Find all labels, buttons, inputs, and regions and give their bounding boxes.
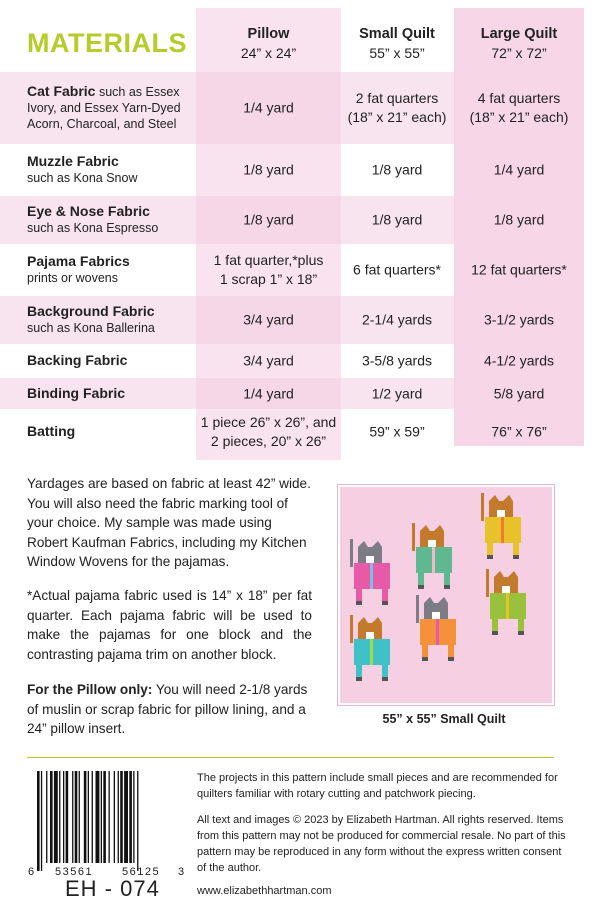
row-label-name: Background Fabric [27,303,155,319]
table-cell [341,352,453,371]
cell-text: 1/8 yard [371,211,423,228]
cell-text: (18” x 21” each) [469,109,569,125]
small-quilt-image [338,485,554,705]
cell-text: 3/4 yard [243,311,294,328]
table-cell [341,161,453,180]
row-label [27,385,125,402]
barcode-digits-right: 56125 [122,866,161,878]
table-cell [341,261,453,280]
barcode-bar [120,771,123,863]
cat-pajama-trim [436,619,439,645]
barcode-bar [96,771,100,863]
cell-text: 3/4 yard [243,352,294,369]
cats-quilt-illustration [340,487,552,703]
row-label [27,203,158,236]
barcode-bar [54,771,58,863]
cat-tail [350,539,353,567]
cat-foot [487,555,493,559]
table-cell [341,384,453,403]
barcode-bar [88,771,89,863]
cat-leg [382,589,388,603]
row-label-name: Cat Fabric [27,83,96,99]
cell-text: 1/8 yard [493,211,545,228]
small-quilt-header-size: 55” x 55” [369,45,425,61]
barcode-bar [66,771,69,863]
pattern-code: EH - 074 [65,876,160,901]
row-label [27,423,75,440]
footer-url[interactable]: www.elizabethhartman.com [197,885,332,897]
quilt-caption: 55” x 55” Small Quilt [382,712,506,726]
cat-muzzle [366,632,374,639]
cat-muzzle [497,510,505,517]
barcode-bar [114,771,115,863]
barcode-bar [118,771,119,863]
row-label-detail: such as Kona Snow [27,171,138,185]
cat-foot [444,585,450,589]
table-cell [341,89,453,127]
table-cell [454,161,584,180]
cell-text: 1/8 yard [243,211,294,228]
cat-leg [382,665,388,679]
cell-text: 4 fat quarters [477,90,561,106]
barcode-bar [133,771,134,863]
footer-copyright: All text and images © 2023 by Elizabeth Hartman. All rights reserved. Items from this pattern may not be produced for commercial resale. No part of this pattern may be reproduced in any form without the express written consent of the author. [197,814,566,874]
cat-muzzle [502,586,510,593]
barcode-bar [41,771,42,871]
cell-text: 1/8 yard [371,161,423,178]
cell-text: 2 fat quarters [355,90,439,106]
cat-foot [448,657,454,661]
divider-rule [27,757,554,758]
table-cell [196,384,341,403]
barcode-bar [75,771,78,863]
cat-muzzle [428,540,436,547]
cat-tail [481,493,484,521]
barcode-digit-lead: 6 [28,866,35,878]
cat-foot [518,631,524,635]
pillow-header-name: Pillow [247,26,290,42]
cell-text: 59” x 59” [369,423,425,440]
cat-leg [513,543,519,557]
cell-text: 1/2 yard [371,385,423,401]
row-label-detail: Acorn, Charcoal, and Steel [27,117,177,131]
barcode-bar [63,771,64,863]
cell-text: 3-1/2 yards [483,311,555,328]
cat-foot [356,601,362,605]
cell-text: 3-5/8 yards [361,352,433,369]
table-cell [454,211,584,230]
cat-leg [422,645,428,659]
table-cell [196,99,341,118]
barcode-bar [59,771,60,863]
barcode-bar [46,771,47,863]
barcode-bar [37,771,40,871]
table-cell [196,413,341,451]
note-yardage: Yardages are based on fabric at least 42” wide. You will also need the fabric marking tool of your choice. My sample was made using Robert Kaufman Fabrics, including my Kitchen Window Wovens for the pajamas. [27,476,311,569]
cat-foot [356,677,362,681]
table-cell [454,384,584,403]
table-cell [341,211,453,230]
table-cell [196,161,341,180]
cat-muzzle [366,556,374,563]
large-quilt-header-size: 72” x 72” [491,45,547,61]
cell-text: 1/4 yard [243,385,294,401]
materials-title: MATERIALS [27,28,187,58]
barcode-digit-check: 3 [178,866,185,878]
small-quilt-header [341,24,453,63]
cat-leg [448,645,454,659]
large-quilt-header [454,24,584,63]
table-cell [196,352,341,371]
barcode-bar [101,771,102,863]
cell-text: 1/4 yard [243,99,294,116]
pillow-header-size: 24” x 24” [240,45,297,61]
cell-text: 1/4 yard [493,161,545,178]
cat-pajama-trim [506,593,509,619]
cat-pajama-trim [370,563,373,589]
cat-foot [382,601,388,605]
barcode-digits-left: 53561 [55,866,94,878]
cat-pajama-trim [370,639,373,665]
table-cell [341,311,453,330]
note-pillow [27,680,312,739]
barcode-bar [129,771,132,863]
row-label-detail: Ivory, and Essex Yarn-Dyed [27,101,181,115]
row-label-name: Muzzle Fabric [27,153,119,169]
table-cell [196,311,341,330]
cell-text: 5/8 yard [493,385,545,401]
row-label-name: Binding Fabric [27,384,125,401]
barcode-bar [79,771,80,863]
row-label [27,352,127,369]
table-cell [454,423,584,442]
cat-leg [492,619,498,633]
cat-leg [418,573,424,587]
table-cell [454,352,584,371]
cat-tail [350,615,353,643]
cat-pajama-trim [501,517,504,543]
cell-text: 4-1/2 yards [483,352,555,369]
cat-foot [513,555,519,559]
cat-tail [486,569,489,597]
barcode-bar [72,771,73,863]
footer-skill-note: The projects in this pattern include small pieces and are recommended for quilters familiar with rotary cutting and patchwork piecing. [197,772,558,800]
cat-muzzle [432,612,440,619]
cat-tail [412,523,415,551]
cat-leg [356,589,362,603]
cell-text: 1 piece 26” x 26”, and [200,414,337,430]
cat-tail [416,595,419,623]
row-label-name: Eye & Nose Fabric [27,203,150,219]
cell-text: 1/8 yard [243,161,294,178]
cat-leg [356,665,362,679]
barcode-bar [50,771,53,863]
cat-foot [382,677,388,681]
barcode-bar [84,771,87,863]
barcode-bar [92,771,93,863]
barcode-bar [103,771,106,863]
note-pillow-heading: For the Pillow only: [27,682,153,697]
cell-text: 2-1/4 yards [361,311,433,328]
cat-leg [518,619,524,633]
table-cell [454,89,584,127]
barcode-bar [109,771,110,863]
small-quilt-header-name: Small Quilt [359,26,435,42]
row-label-detail: prints or wovens [27,271,119,285]
row-label [27,253,130,286]
row-label-suffix: such as Essex [95,85,180,99]
cat-leg [444,573,450,587]
cell-text: 6 fat quarters* [353,261,441,278]
barcode-bar [137,771,138,871]
cat-pajama-trim [432,547,435,573]
table-cell [454,261,584,280]
cat-foot [422,657,428,661]
cell-text: 76” x 76” [491,423,547,440]
cell-text: 2 pieces, 20” x 26” [210,433,327,449]
table-cell [454,311,584,330]
table-cell [196,211,341,230]
cell-text: 12 fat quarters* [471,261,567,278]
row-label [27,303,155,336]
large-quilt-header-name: Large Quilt [480,26,558,42]
cell-text: 1 fat quarter,*plus [213,252,324,268]
row-label [27,83,181,132]
row-label-name: Backing Fabric [27,352,128,368]
cat-foot [492,631,498,635]
note-pajama: *Actual pajama fabric used is 14” x 18” per fat quarter. Each pajama fabric will be used to make the pajamas for one block and the contrasting pajama trim on another block. [27,588,312,662]
row-label-name: Batting [27,423,76,439]
note-pillow-text: You will need 2-1/8 yards of muslin or scrap fabric for pillow lining, and a 24” pillow insert. [27,682,308,736]
cat-leg [487,543,493,557]
row-label-detail: such as Kona Ballerina [27,321,155,335]
cell-text: 1 scrap 1” x 18” [219,271,318,287]
cell-text: (18” x 21” each) [347,109,447,125]
barcode [37,771,188,871]
table-cell [196,251,341,289]
table-cell [341,423,453,442]
pillow-header [196,24,341,63]
barcode-bar [124,771,128,863]
cat-foot [418,585,424,589]
row-label-name: Pajama Fabrics [27,253,130,269]
row-label-detail: such as Kona Espresso [27,221,159,235]
row-label [27,153,138,186]
